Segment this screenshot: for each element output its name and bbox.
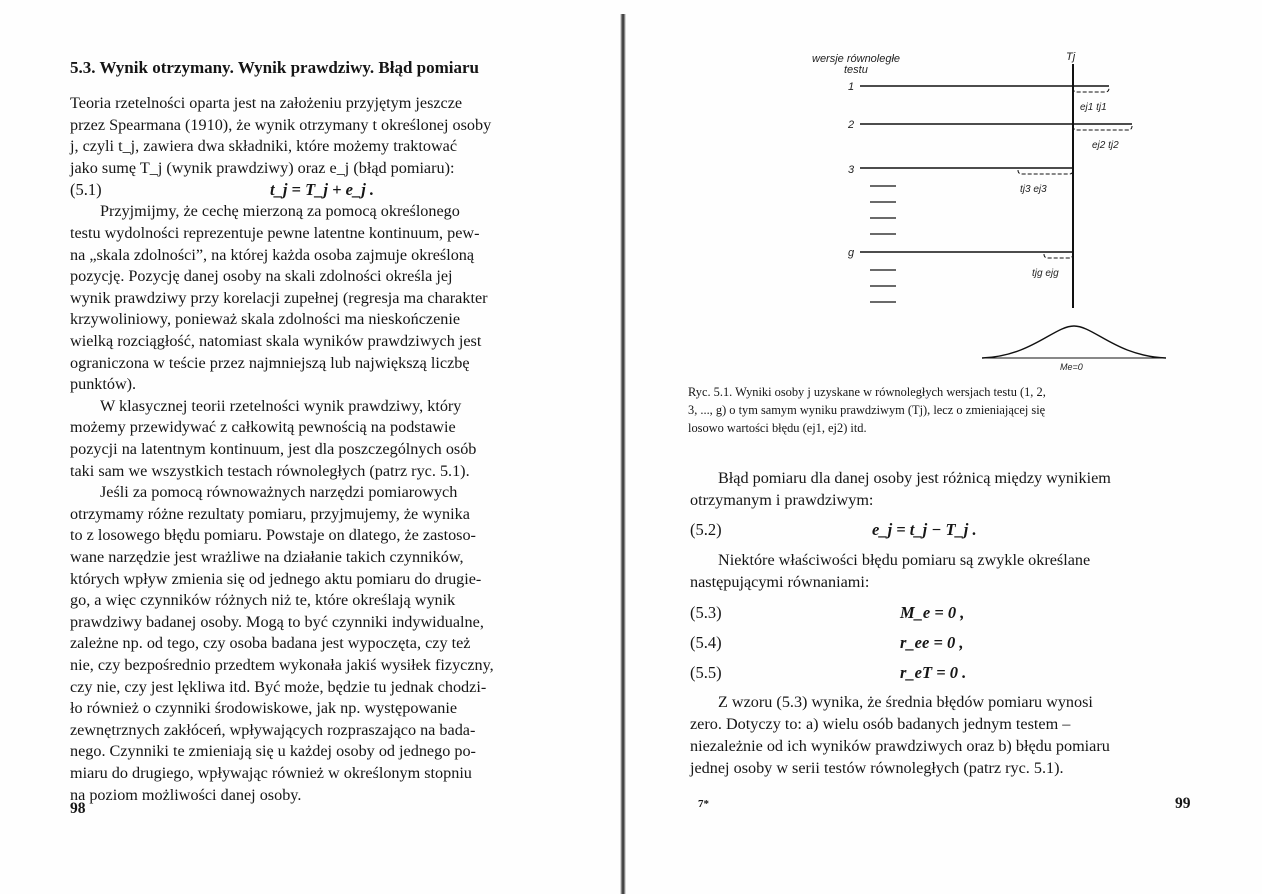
equation-5-1: t_j = T_j + e_j .: [270, 180, 375, 199]
text-line: taki sam we wszystkich testach równoległych (patrz ryc. 5.1).: [70, 462, 470, 480]
text-line: niezależnie od ich wyników prawdziwych oraz b) błędu pomiaru: [690, 737, 1110, 755]
fig-versions-label-2: testu: [844, 64, 868, 76]
row-mark-label: tjg ejg: [1032, 268, 1059, 279]
text-line: miaru do drugiego, wpływając również w określonym stopniu: [70, 764, 472, 782]
text-line: możemy przewidywać z całkowitą pewnością na podstawie: [70, 418, 456, 436]
text-line: ograniczona w teście przez najmniejszą lub największą liczbę: [70, 354, 470, 372]
error-distribution-curve: [982, 326, 1166, 358]
text-line: czy nie, czy jest lękliwa itd. Być może, będzie tu jednak chodzi-: [70, 678, 487, 696]
text-line: przez Spearmana (1910), że wynik otrzymany t określonej osoby: [70, 116, 492, 134]
text-line: j, czyli t_j, zawiera dwa składniki, które możemy traktować: [70, 137, 458, 155]
text-line: nego. Czynniki te zmieniają się u każdej osoby od jednego po-: [70, 742, 476, 760]
row-label: g: [848, 247, 855, 259]
error-bracket: [1073, 126, 1132, 130]
text-line: zewnętrznych zakłóceń, wpływających rozpraszająco na bada-: [70, 721, 476, 739]
mean-error-label: Me=0: [1060, 362, 1083, 370]
text-line: wielką rozciągłość, natomiast skala wyników prawdziwych jest: [70, 332, 482, 350]
row-mark-label: ej1 tj1: [1080, 102, 1107, 113]
text-line: jako sumę T_j (wynik prawdziwy) oraz e_j (błąd pomiaru):: [70, 159, 455, 177]
row-mark-label: ej2 tj2: [1092, 140, 1119, 151]
row-label: 1: [848, 81, 855, 93]
figure-caption-line: losowo wartości błędu (ej1, ej2) itd.: [688, 421, 867, 435]
section-title: 5.3. Wynik otrzymany. Wynik prawdziwy. Błąd pomiaru: [70, 58, 480, 77]
text-line: pozycję. Pozycję danej osoby na skali zdolności określa jej: [70, 267, 453, 285]
equation-number: (5.4): [690, 633, 722, 652]
text-line: Przyjmijmy, że cechę mierzoną za pomocą określonego: [100, 202, 460, 220]
equation-5-5: r_eT = 0 .: [900, 663, 967, 682]
error-bracket: [1044, 254, 1073, 258]
text-line: zależne np. od tego, czy osoba badana jest wypoczęta, czy też: [70, 634, 471, 652]
text-line: testu wydolności reprezentuje pewne latentne kontinuum, pew-: [70, 224, 480, 242]
page-number: 99: [1175, 795, 1191, 812]
figure-caption-line: Ryc. 5.1. Wyniki osoby j uzyskane w równoległych wersjach testu (1, 2,: [688, 385, 1046, 399]
text-line: ło również o czynniki środowiskowe, jak np. występowanie: [70, 699, 458, 717]
text-line: których wpływ zmienia się od jednego aktu pomiaru do drugie-: [70, 570, 482, 588]
equation-5-3: M_e = 0 ,: [900, 603, 965, 622]
text-line: punktów).: [70, 375, 137, 393]
left-page: [0, 0, 622, 894]
text-line: krzywoliniowy, ponieważ skala zdolności ma nieskończenie: [70, 310, 461, 328]
text-line: Z wzoru (5.3) wynika, że średnia błędów pomiaru wynosi: [718, 693, 1093, 711]
text-line: pozycji na latentnym kontinuum, jest dla poszczególnych osób: [70, 440, 477, 458]
equation-5-4: r_ee = 0 ,: [900, 633, 964, 652]
text-line: następującymi równaniami:: [690, 573, 870, 591]
text-line: to z losowego błędu pomiaru. Powstaje on dlatego, że zastoso-: [70, 526, 476, 544]
text-line: prawdziwy badanej osoby. Mogą to być czynniki indywidualne,: [70, 613, 484, 631]
text-line: nie, czy bezpośrednio przedtem wykonała jakiś wysiłek fizyczny,: [70, 656, 494, 674]
text-line: go, a więc czynników różnych niż te, które określają wynik: [70, 591, 456, 609]
fig-true-score-label: Tj: [1066, 51, 1076, 63]
text-line: na „skala zdolności”, na której każda osoba zajmuje określoną: [70, 246, 475, 264]
row-mark-label: tj3 ej3: [1020, 184, 1047, 195]
signature-mark: 7*: [698, 798, 709, 810]
figure-5-1: [792, 40, 1212, 370]
equation-number: (5.5): [690, 663, 722, 682]
row-label: 2: [848, 119, 855, 131]
error-bracket: [1018, 170, 1073, 174]
text-line: otrzymanym i prawdziwym:: [690, 491, 874, 509]
page-number: 98: [70, 800, 86, 817]
text-line: Niektóre właściwości błędu pomiaru są zwykle określane: [718, 551, 1091, 569]
text-line: jednej osoby w serii testów równoległych (patrz ryc. 5.1).: [690, 759, 1064, 777]
text-line: otrzymamy różne rezultaty pomiaru, przyjmujemy, że wynika: [70, 505, 470, 523]
text-line: Jeśli za pomocą równoważnych narzędzi pomiarowych: [100, 483, 458, 501]
text-line: W klasycznej teorii rzetelności wynik prawdziwy, który: [100, 397, 462, 415]
equation-5-2: e_j = t_j − T_j .: [872, 520, 977, 539]
text-line: Błąd pomiaru dla danej osoby jest różnicą między wynikiem: [718, 469, 1111, 487]
equation-number: (5.3): [690, 603, 722, 622]
text-line: wynik prawdziwy przy korelacji zupełnej (regresja ma charakter: [70, 289, 488, 307]
error-bracket: [1073, 88, 1109, 92]
right-page: [632, 0, 1262, 894]
row-label: 3: [848, 164, 855, 176]
text-line: na poziom możliwości danej osoby.: [70, 786, 302, 804]
equation-number: (5.2): [690, 520, 722, 539]
fig-versions-label: wersje równoległe: [812, 53, 901, 65]
text-line: Teoria rzetelności oparta jest na założeniu przyjętym jeszcze: [70, 94, 463, 112]
figure-caption-line: 3, ..., g) o tym samym wyniku prawdziwym (Tj), lecz o zmieniającej się: [688, 403, 1046, 417]
text-line: zero. Dotyczy to: a) wielu osób badanych jednym testem –: [690, 715, 1071, 733]
equation-number: (5.1): [70, 180, 102, 199]
text-line: wane narzędzie jest wrażliwe na działanie takich czynników,: [70, 548, 464, 566]
